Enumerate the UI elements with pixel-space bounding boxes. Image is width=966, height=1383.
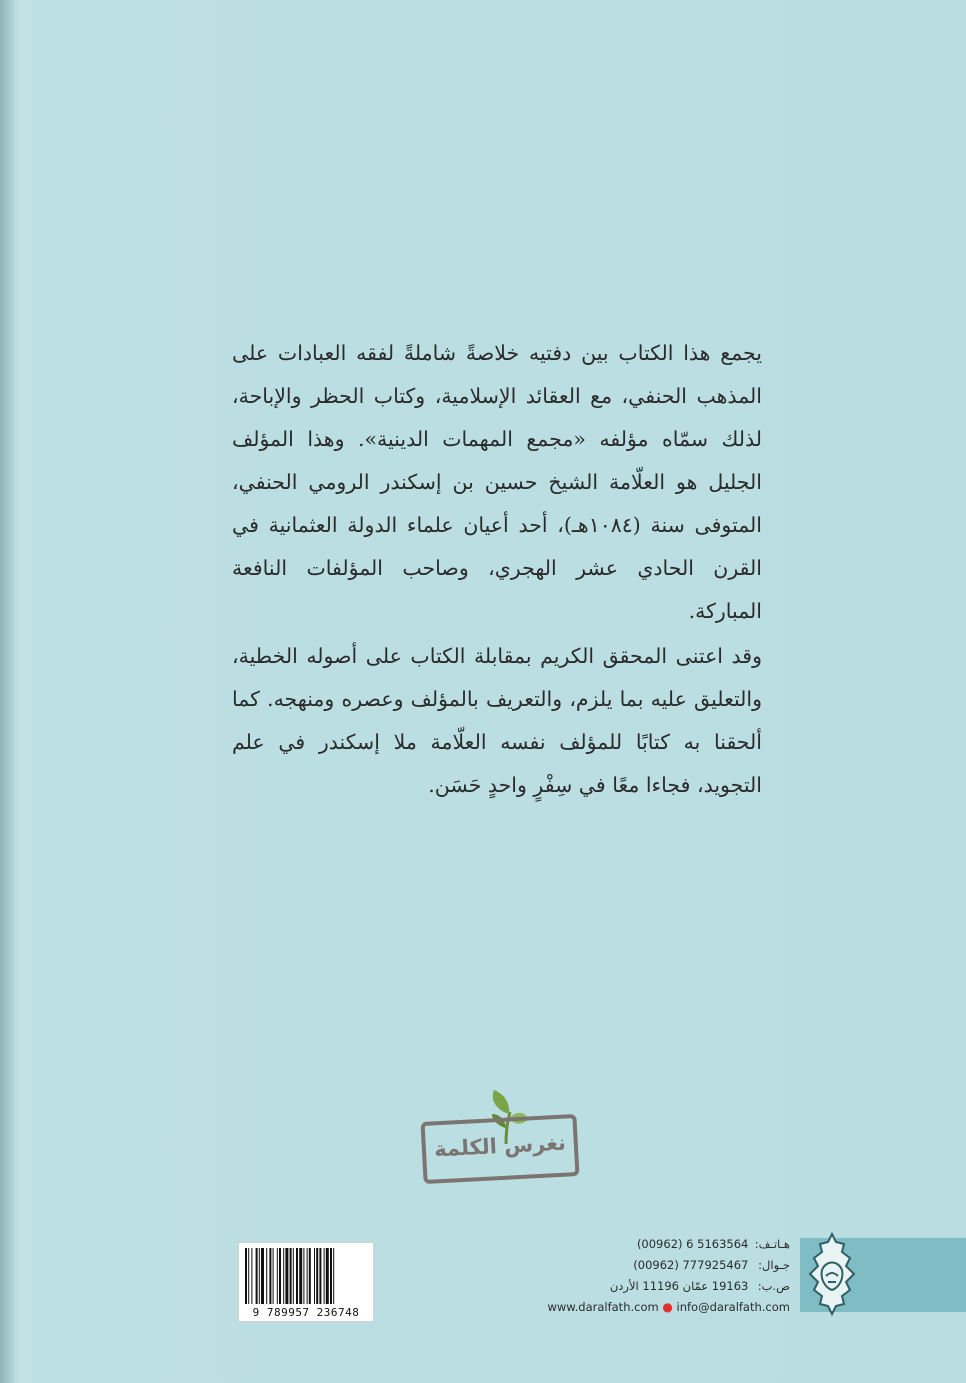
barcode-bar (299, 1248, 302, 1304)
barcode-bar (273, 1248, 274, 1304)
stamp-text: نغرس الكلمة (433, 1130, 567, 1162)
barcode-bar (326, 1248, 329, 1304)
barcode-bar (330, 1248, 332, 1304)
barcode-bar (290, 1248, 292, 1304)
email-link[interactable]: info@daralfath.com (676, 1300, 790, 1314)
barcode-bar (279, 1248, 281, 1304)
barcode-bar (319, 1248, 321, 1304)
barcode-bar (316, 1248, 318, 1304)
barcode-bar (261, 1248, 264, 1304)
blurb-paragraph-2: وقد اعتنى المحقق الكريم بمقابلة الكتاب على أصوله الخطية، والتعليق عليه بما يلزم، والتعريف بالمؤلف وعصره ومنهجه. كما ألحقنا به كتابًا للمؤلف نفسه العلّامة ملا إسكندر في علم التجويد، فجاءا معًا في سِفْرٍ واحدٍ حَسَن. (232, 644, 762, 797)
publisher-contact (520, 1234, 790, 1318)
barcode-bar (285, 1248, 288, 1304)
phone-label: هـاتـف: (754, 1237, 790, 1251)
spine-edge (0, 0, 14, 1383)
series-stamp (422, 1088, 582, 1192)
barcode-bar (333, 1248, 334, 1304)
mobile-label: جـوال: (758, 1258, 790, 1272)
barcode-bar (307, 1248, 308, 1304)
isbn-number: 9 789957 236748 (252, 1306, 360, 1319)
phone-number[interactable]: (00962) 6 5163564 (636, 1237, 749, 1251)
barcode-bar (303, 1248, 304, 1304)
pobox-row (520, 1276, 790, 1297)
barcode-bar (277, 1248, 278, 1304)
barcode-bars (245, 1248, 369, 1304)
publisher-logo-icon (802, 1230, 862, 1316)
barcode-bar (296, 1248, 298, 1304)
barcode-bar (256, 1248, 258, 1304)
isbn-barcode (238, 1242, 374, 1322)
mobile-row (520, 1255, 790, 1276)
barcode-bar (324, 1248, 325, 1304)
barcode-bar (245, 1248, 247, 1304)
barcode-bar (248, 1248, 249, 1304)
barcode-bar (259, 1248, 260, 1304)
website-link[interactable]: www.daralfath.com (547, 1300, 659, 1314)
mobile-number[interactable]: (00962) 777925467 (633, 1258, 749, 1272)
blurb-paragraph-1: يجمع هذا الكتاب بين دفتيه خلاصةً شاملةً لفقه العبادات على المذهب الحنفي، مع العقائد الإسلامية، وكتاب الحظر والإباحة، لذلك سمّاه مؤلفه «مجمع المهمات الدينية». وهذا المؤلف الجليل هو العلّامة الشيخ حسين بن إسكندر الرومي الحنفي، المتوفى سنة (١٠٨٤هـ)، أحد أعيان علماء الدولة العثمانية في القرن الحادي عشر الهجري، وصاحب المؤلفات النافعة المباركة. (232, 341, 762, 623)
barcode-bar (293, 1248, 294, 1304)
pobox-label: ص.ب: (757, 1279, 790, 1293)
barcode-bar (314, 1248, 315, 1304)
bullet-dot-icon: ● (662, 1300, 673, 1314)
barcode-bar (251, 1248, 252, 1304)
phone-row (520, 1234, 790, 1255)
blurb-text (232, 332, 762, 807)
barcode-bar (266, 1248, 267, 1304)
barcode-bar (309, 1248, 311, 1304)
web-row (520, 1297, 790, 1318)
pobox-address: 19163 عمّان 11196 الأردن (609, 1279, 749, 1293)
barcode-bar (269, 1248, 271, 1304)
barcode-bar (283, 1248, 284, 1304)
